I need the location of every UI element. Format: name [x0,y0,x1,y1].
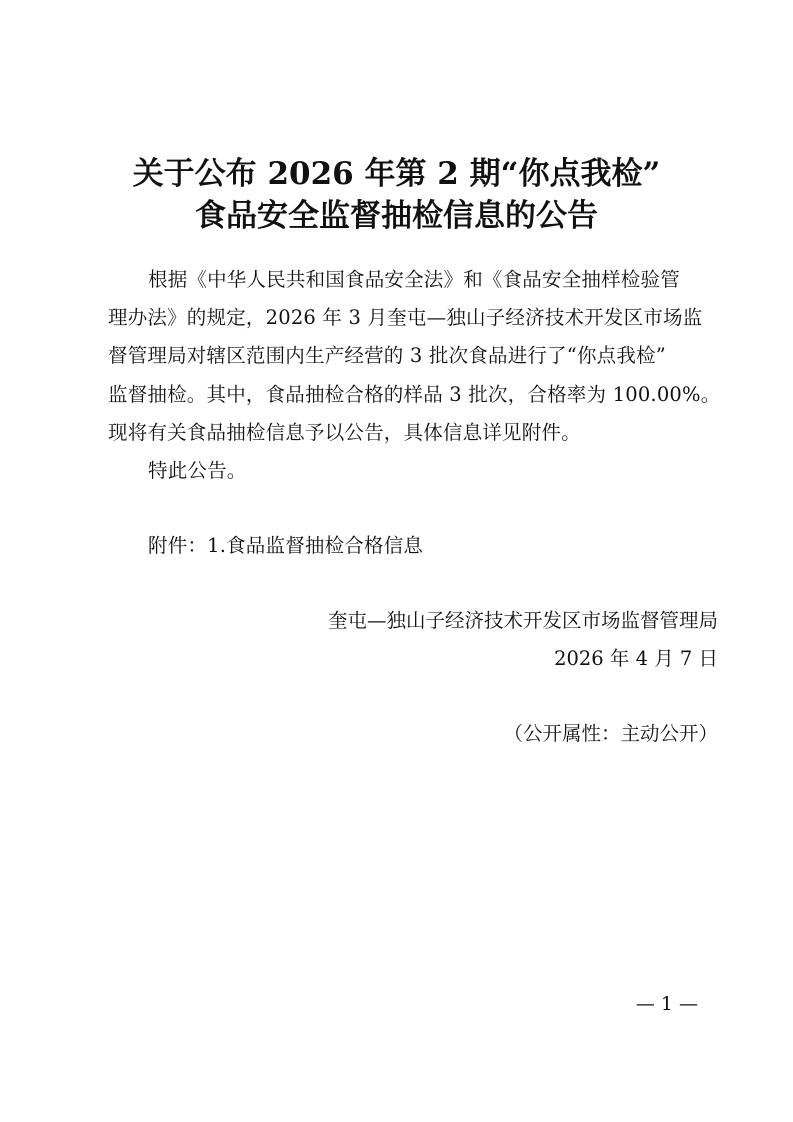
paragraph-line: 现将有关食品抽检信息予以公告，具体信息详见附件。 [108,421,581,444]
document-title-line-2: 食品安全监督抽检信息的公告 [195,198,598,234]
disclosure-attribute: （公开属性：主动公开） [503,722,718,745]
paragraph-line: 监督抽检。其中，食品抽检合格的样品 3 批次，合格率为 100.00%。 [108,383,721,406]
attachment-line: 附件：1.食品监督抽检合格信息 [148,534,424,557]
closing-text: 特此公告。 [148,459,247,482]
paragraph-line: 根据《中华人民共和国食品安全法》和《食品安全抽样检验管 [148,268,680,291]
paragraph-line: 理办法》的规定，2026 年 3 月奎屯—独山子经济技术开发区市场监 [108,306,703,329]
document-title-line-1: 关于公布 2026 年第 2 期“你点我检” [132,156,661,192]
page-number: — 1 — [635,993,698,1015]
paragraph-line: 督管理局对辖区范围内生产经营的 3 批次食品进行了“你点我检” [108,344,666,367]
issuer-name: 奎屯—独山子经济技术开发区市场监督管理局 [327,609,718,632]
issue-date: 2026 年 4 月 7 日 [554,647,718,670]
